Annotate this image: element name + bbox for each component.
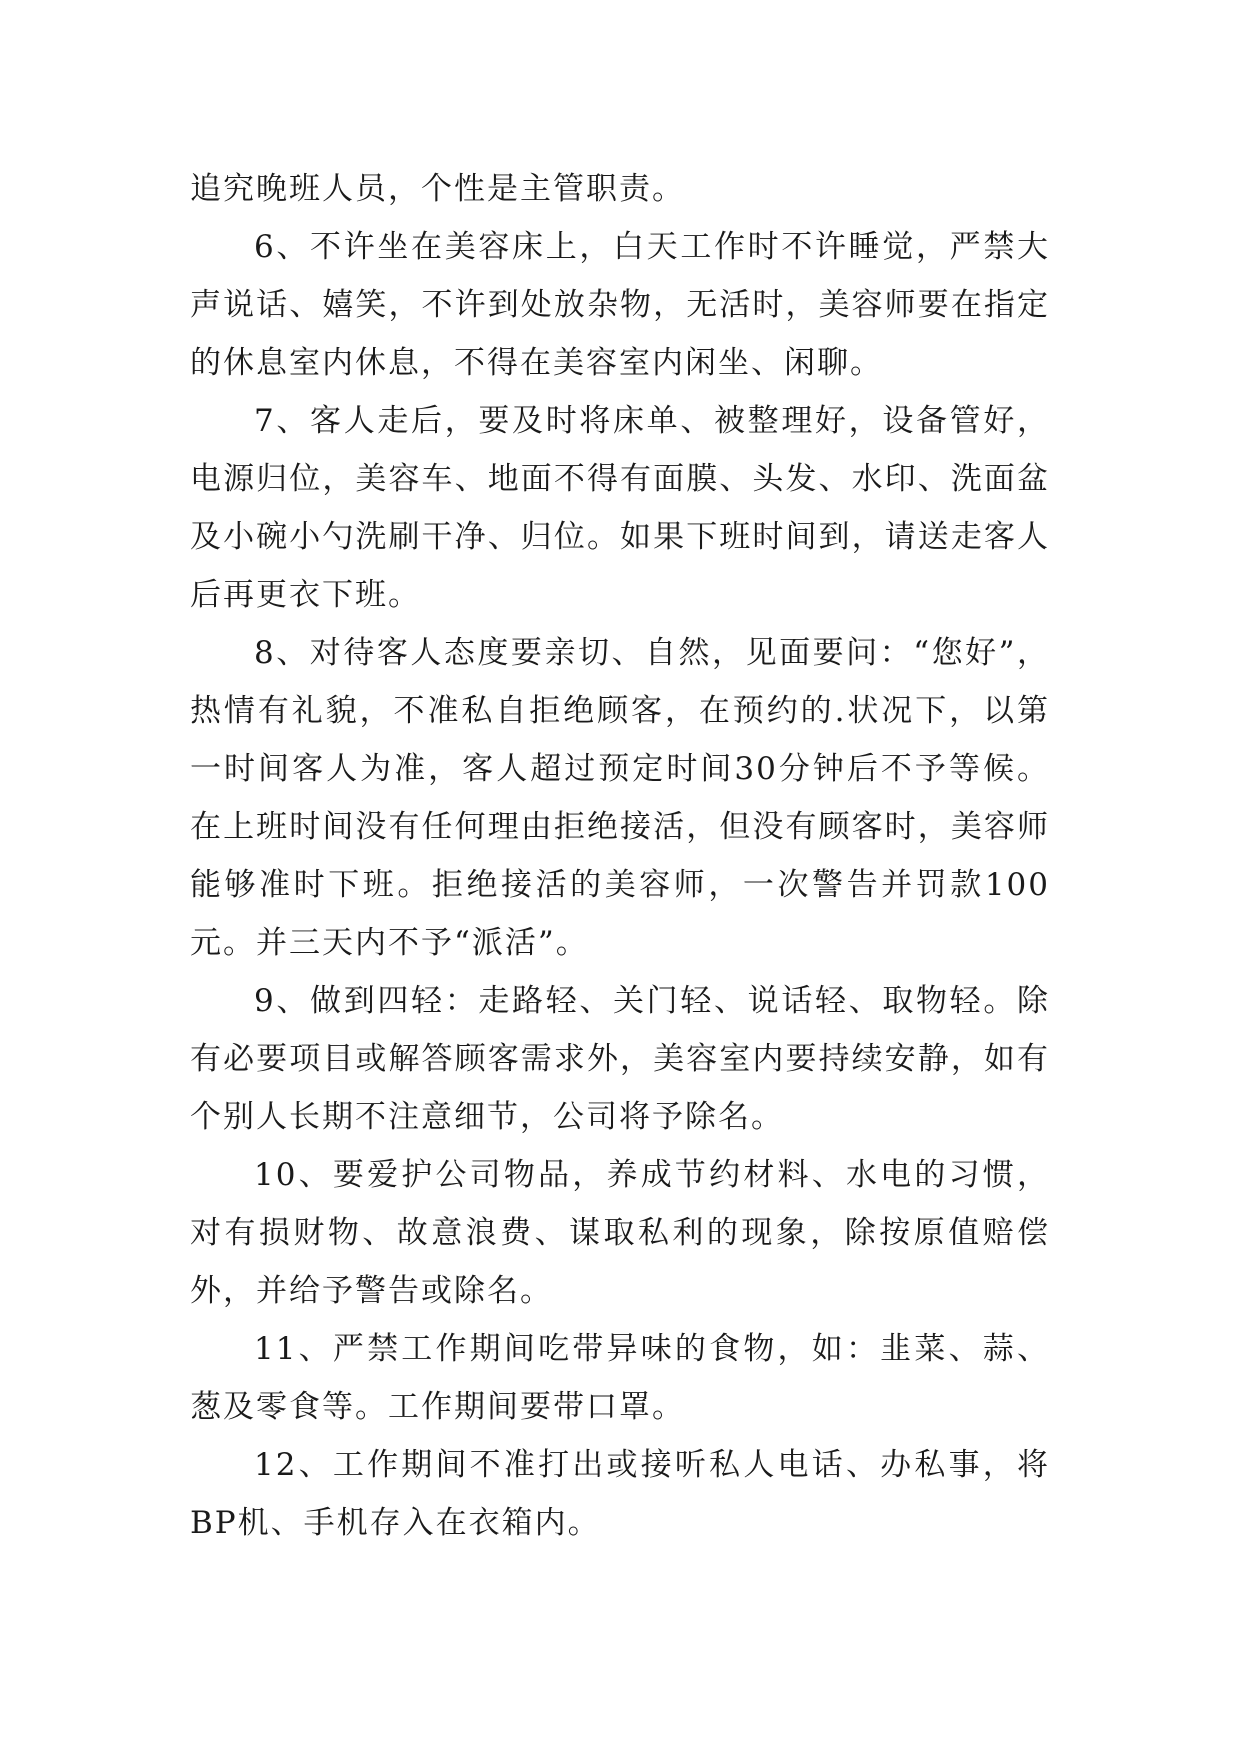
paragraph-continuation: 追究晚班人员，个性是主管职责。 bbox=[190, 171, 685, 207]
rule-item-12: 12、工作期间不准打出或接听私人电话、办私事，将BP机、手机存入在衣箱内。 bbox=[190, 1447, 1050, 1541]
rule-item-7: 7、客人走后，要及时将床单、被整理好，设备管好，电源归位，美容车、地面不得有面膜、头发、水印、洗面盆及小碗小勺洗刷干净、归位。如果下班时间到，请送走客人后再更衣下班。 bbox=[190, 403, 1050, 613]
rule-item-9: 9、做到四轻：走路轻、关门轻、说话轻、取物轻。除有必要项目或解答顾客需求外，美容室内要持续安静，如有个别人长期不注意细节，公司将予除名。 bbox=[190, 983, 1050, 1135]
rule-item-8: 8、对待客人态度要亲切、自然，见面要问：“您好”，热情有礼貌，不准私自拒绝顾客，在预约的.状况下，以第一时间客人为准，客人超过预定时间30分钟后不予等候。在上班时间没有任何理由拒绝接活，但没有顾客时，美容师能够准时下班。拒绝接活的美容师，一次警告并罚款100元。并三天内不予“派活”。 bbox=[190, 635, 1050, 961]
rule-item-11: 11、严禁工作期间吃带异味的食物，如：韭菜、蒜、葱及零食等。工作期间要带口罩。 bbox=[190, 1331, 1050, 1425]
rule-item-10: 10、要爱护公司物品，养成节约材料、水电的习惯，对有损财物、故意浪费、谋取私利的现象，除按原值赔偿外，并给予警告或除名。 bbox=[190, 1157, 1050, 1309]
document-body bbox=[190, 160, 1050, 1552]
rule-item-6: 6、不许坐在美容床上，白天工作时不许睡觉，严禁大声说话、嬉笑，不许到处放杂物，无活时，美容师要在指定的休息室内休息，不得在美容室内闲坐、闲聊。 bbox=[190, 229, 1050, 381]
